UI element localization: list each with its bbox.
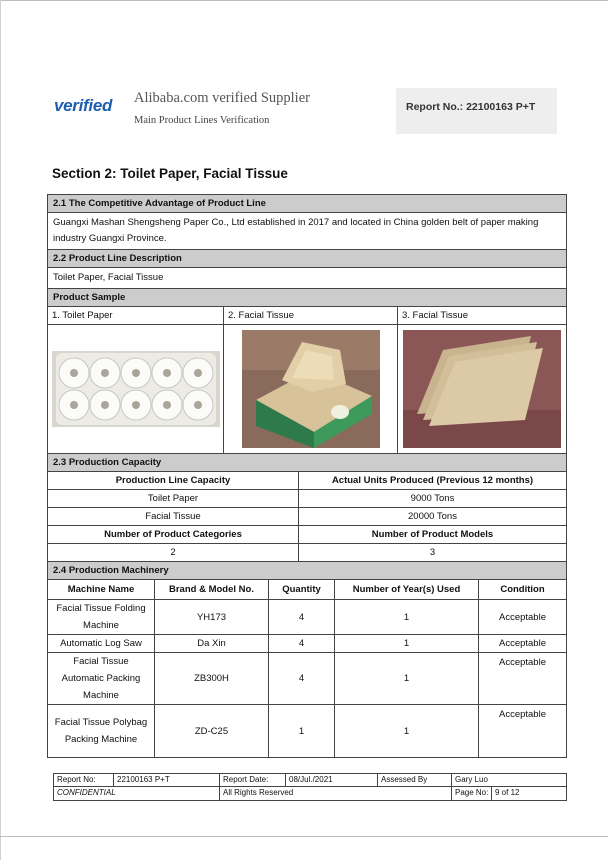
machinery-col-qty: Quantity — [269, 580, 335, 599]
footer-page-label: Page No: — [452, 787, 492, 800]
machinery-row — [48, 705, 566, 757]
machinery-row — [48, 600, 566, 635]
report-number-box: Report No.: 22100163 P+T — [396, 88, 557, 134]
machine-model: ZB300H — [155, 653, 269, 704]
footer-assessed-label: Assessed By — [378, 774, 452, 786]
capacity-header-row — [48, 472, 566, 490]
capacity-units: 9000 Tons — [410, 493, 455, 504]
verified-logo — [54, 96, 112, 116]
machinery-row — [48, 635, 566, 653]
models-value: 3 — [429, 547, 436, 558]
description-text: Toilet Paper, Facial Tissue — [48, 268, 566, 289]
footer-report-no-label: Report No: — [54, 774, 114, 786]
machine-years: 1 — [335, 635, 479, 652]
capacity-units: 20000 Tons — [408, 511, 457, 522]
machinery-row — [48, 653, 566, 705]
advantage-heading: 2.1 The Competitive Advantage of Product Line — [48, 195, 566, 213]
page-border-bottom — [0, 836, 608, 837]
machine-model: Da Xin — [155, 635, 269, 652]
categories-header-row — [48, 526, 566, 544]
categories-label: Number of Product Categories — [48, 526, 299, 543]
machine-name: Facial Tissue Automatic Packing Machine — [48, 653, 155, 704]
machinery-heading: 2.4 Production Machinery — [48, 562, 566, 580]
facial-tissue-sheets-image — [398, 325, 566, 453]
machine-name: Facial Tissue Polybag Packing Machine — [48, 705, 155, 757]
header-subtitle: Main Product Lines Verification — [134, 115, 270, 126]
footer-report-no: 22100163 P+T — [114, 774, 220, 786]
machine-qty: 4 — [269, 653, 335, 704]
machine-condition: Acceptable — [498, 709, 546, 720]
verified-logo-text: verified — [54, 96, 113, 115]
footer-row-1 — [54, 774, 566, 787]
machine-years: 1 — [335, 600, 479, 634]
footer-assessed: Gary Luo — [455, 775, 488, 784]
models-label: Number of Product Models — [371, 529, 494, 540]
machinery-col-name: Machine Name — [48, 580, 155, 599]
machine-condition: Acceptable — [498, 638, 546, 649]
capacity-line: Toilet Paper — [48, 490, 299, 507]
machine-years: 1 — [335, 705, 479, 757]
machine-model: YH173 — [155, 600, 269, 634]
footer-report-date-label: Report Date: — [220, 774, 286, 786]
header-title: Alibaba.com verified Supplier — [134, 90, 310, 106]
main-table — [47, 194, 567, 758]
machine-name: Facial Tissue Folding Machine — [48, 600, 155, 634]
footer-page: 9 of 12 — [495, 788, 520, 797]
footer-rights: All Rights Reserved — [220, 787, 452, 800]
machine-condition: Acceptable — [498, 657, 546, 668]
capacity-line: Facial Tissue — [48, 508, 299, 525]
capacity-row — [48, 508, 566, 526]
machine-qty: 4 — [269, 635, 335, 652]
machinery-col-model: Brand & Model No. — [155, 580, 269, 599]
facial-tissue-box-image — [224, 325, 398, 453]
machinery-col-years: Number of Year(s) Used — [335, 580, 479, 599]
categories-value-row — [48, 544, 566, 562]
capacity-row — [48, 490, 566, 508]
samples-label-row — [48, 307, 566, 325]
description-heading: 2.2 Product Line Description — [48, 250, 566, 268]
machine-name: Automatic Log Saw — [48, 635, 155, 652]
page-border-left — [0, 0, 1, 860]
footer-confidential: CONFIDENTIAL — [54, 787, 220, 800]
sample-label-3: 3. Facial Tissue — [402, 310, 468, 321]
page-border-top — [0, 0, 608, 1]
machinery-header-row — [48, 580, 566, 600]
machinery-col-condition: Condition — [500, 584, 545, 595]
toilet-paper-image — [48, 325, 224, 453]
footer-report-date: 08/Jul./2021 — [286, 774, 378, 786]
sample-label-1: 1. Toilet Paper — [48, 307, 224, 324]
machine-model: ZD-C25 — [155, 705, 269, 757]
capacity-col-line: Production Line Capacity — [48, 472, 299, 489]
machine-condition: Acceptable — [498, 611, 546, 623]
samples-heading: Product Sample — [48, 289, 566, 307]
categories-value: 2 — [48, 544, 299, 561]
machine-qty: 1 — [269, 705, 335, 757]
machine-qty: 4 — [269, 600, 335, 634]
footer-table — [53, 773, 567, 801]
sample-label-2: 2. Facial Tissue — [224, 307, 398, 324]
footer-row-2 — [54, 787, 566, 800]
section-title: Section 2: Toilet Paper, Facial Tissue — [52, 166, 288, 181]
capacity-col-units: Actual Units Produced (Previous 12 months) — [331, 475, 534, 486]
samples-image-row — [48, 325, 566, 454]
machine-years: 1 — [335, 653, 479, 704]
capacity-heading: 2.3 Production Capacity — [48, 454, 566, 472]
advantage-text: Guangxi Mashan Shengsheng Paper Co., Ltd established in 2017 and located in China golden belt of paper making industry Guangxi Province. — [48, 213, 566, 250]
